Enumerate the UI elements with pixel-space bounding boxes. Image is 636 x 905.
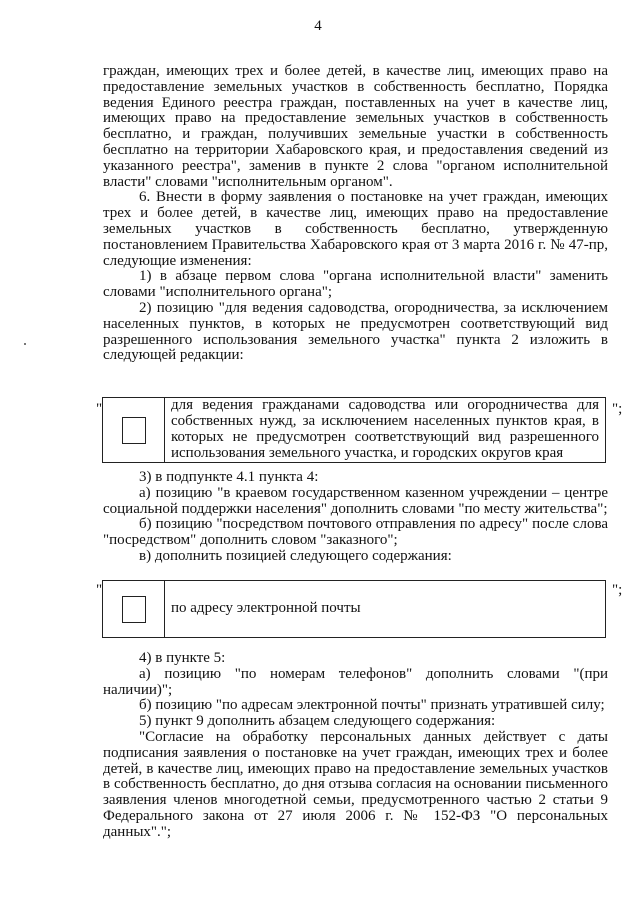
paragraph: а) позицию "по номерам телефонов" дополнить словами "(при наличии)"; [103, 665, 608, 698]
paragraph: в) дополнить позицией следующего содержания: [139, 547, 452, 564]
text-block-bottom [103, 651, 608, 841]
paragraph: а) позицию "в краевом государственном казенном учреждении – центре социальной поддержки населения" дополнить словами "по месту жительства"; [103, 484, 608, 517]
open-quote: " [96, 582, 103, 598]
text-block-top [103, 64, 608, 364]
paragraph: 5) пункт 9 дополнить абзацем следующего содержания: [139, 713, 496, 730]
paragraph: граждан, имеющих трех и более детей, в качестве лиц, имеющих право на предоставление земельных участков в собственность бесплатно, Порядка ведения Единого реестра граждан, поставленных на учет в качестве лиц, имеющих право на предоставление земельных участков в собственность бесплатно, и граждан, получивших земельные участки в собственность бесплатно на территории Хабаровского края, и предоставления сведений из указанного реестра", заменив в пункте 2 слова "органом исполнительной власти" словами "исполнительным органом". [103, 63, 608, 190]
option-box-email [102, 580, 606, 638]
checkbox-square[interactable] [122, 417, 146, 444]
paragraph: 2) позицию "для ведения садоводства, огородничества, за исключением населенных пунктов, в которых не предусмотрен соответствующий вид разрешенного использования земельного участка" пункта 2 изложить в следующей редакции: [103, 299, 608, 364]
checkbox-cell [103, 398, 165, 462]
margin-dot [24, 343, 26, 345]
paragraph: 3) в подпункте 4.1 пункта 4: [139, 469, 319, 485]
paragraph: 4) в пункте 5: [139, 650, 226, 666]
paragraph: б) позицию "посредством почтового отправления по адресу" после слова "посредством" дополнить словом "заказного"; [103, 516, 608, 549]
close-quote: "; [612, 582, 623, 598]
paragraph: 1) в абзаце первом слова "органа исполнительной власти" заменить словами "исполнительного органа"; [103, 268, 608, 301]
paragraph: б) позицию "по адресам электронной почты" признать утратившей силу; [139, 697, 605, 714]
close-quote: "; [612, 401, 623, 417]
option-box-garden [102, 397, 606, 463]
paragraph: "Согласие на обработку персональных данных действует с даты подписания заявления о постановке на учет граждан, имеющих трех и более детей, в качестве лиц, имеющих право на предоставление земельных участков в собственность бесплатно, до дня отзыва согласия на основании письменного заявления членов многодетной семьи, предусмотренного частью 2 статьи 9 Федерального закона от 27 июля 2006 г. № 152-ФЗ "О персональных данных"."; [103, 728, 608, 840]
option-text [165, 581, 605, 637]
option-label: для ведения гражданами садоводства или огородничества для собственных нужд, за исключением населенных пунктов края, в которых не предусмотрен соответствующий вид разрешенного использования земельного участка, и городских округов края [171, 397, 599, 461]
option-text [165, 398, 605, 462]
paragraph: 6. Внести в форму заявления о постановке на учет граждан, имеющих трех и более детей, в качестве лиц, имеющих право на предоставление земельных участков в собственность бесплатно, утвержденную постановлением Правительства Хабаровского края от 3 марта 2016 г. № 47-пр, следующие изменения: [103, 189, 608, 269]
checkbox-square[interactable] [122, 596, 146, 623]
page-number: 4 [314, 18, 322, 34]
option-label: по адресу электронной почты [171, 600, 361, 617]
checkbox-cell [103, 581, 165, 637]
text-block-middle [103, 470, 608, 565]
open-quote: " [96, 401, 103, 417]
